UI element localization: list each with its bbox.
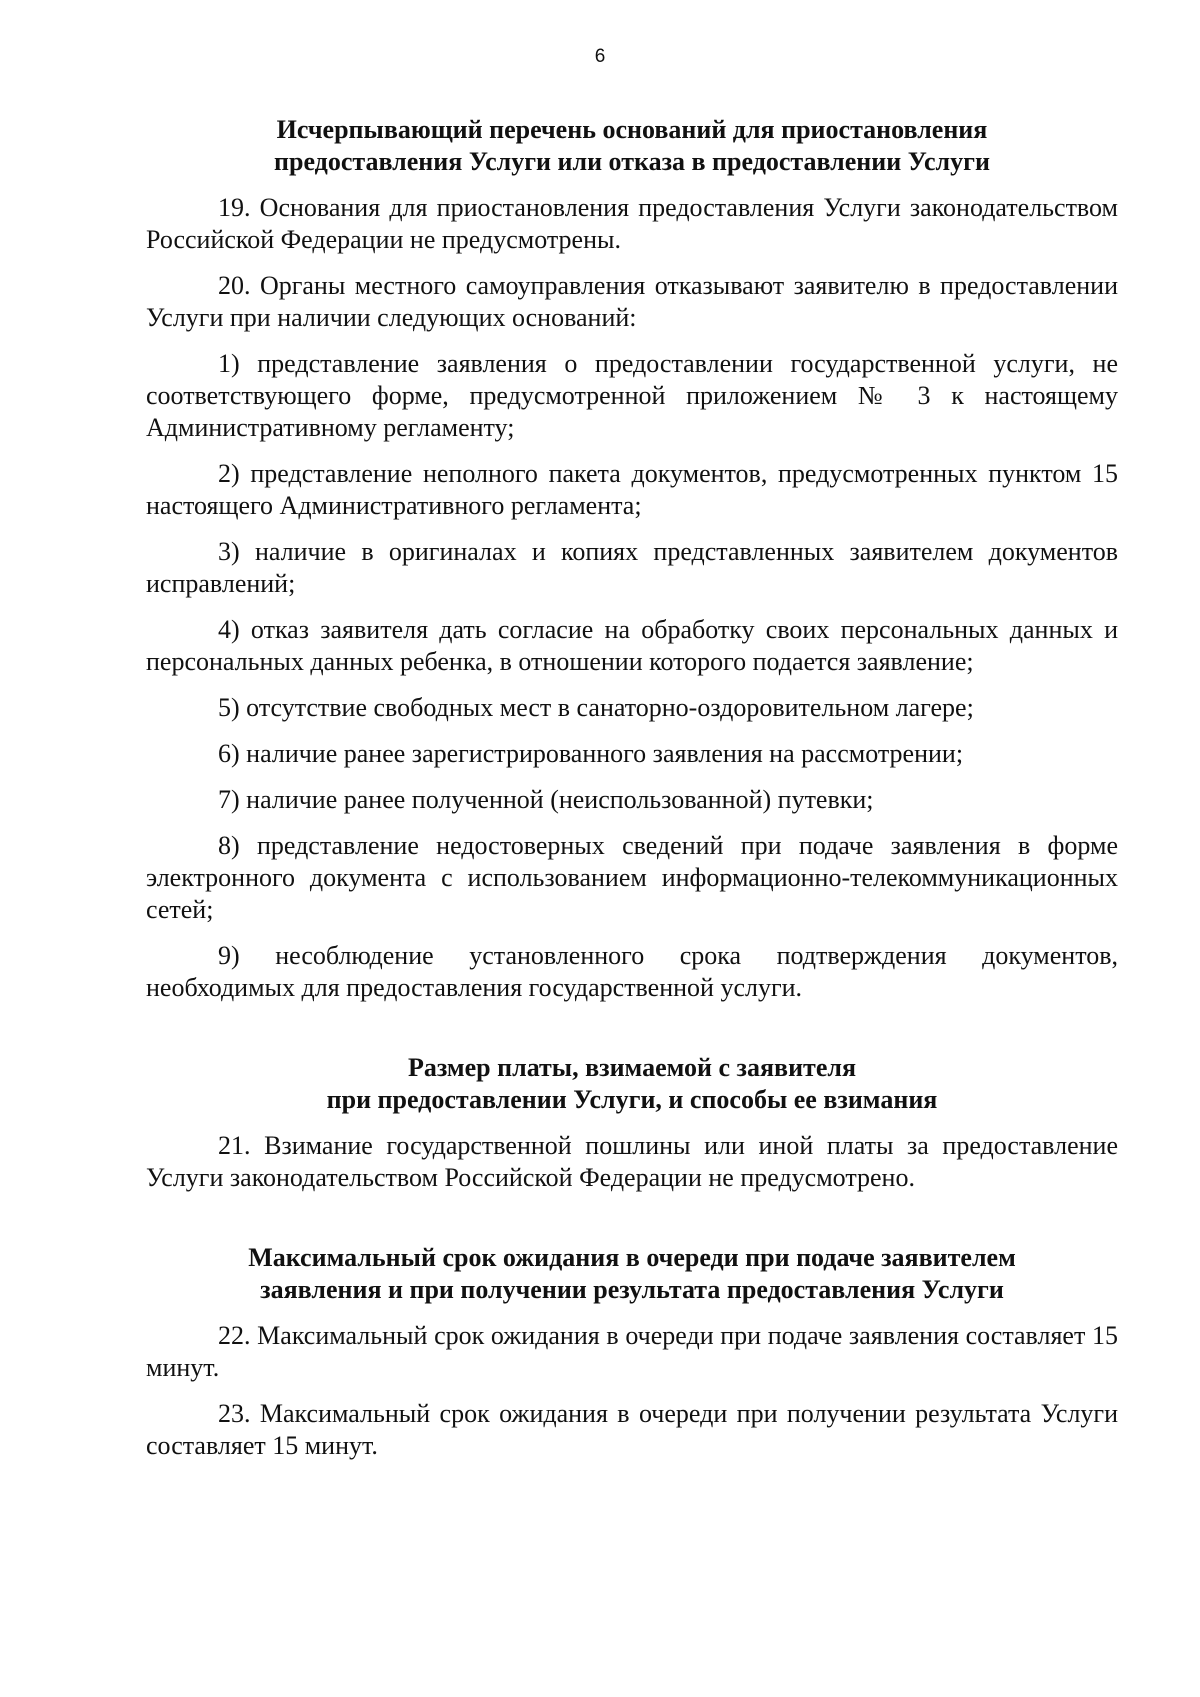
list-item-5: 5) отсутствие свободных мест в санаторно-оздоровительном лагере; [218,693,974,722]
list-item-3: 3) наличие в оригиналах и копиях представленных заявителем документов исправлений; [146,537,1118,598]
heading-line: предоставления Услуги или отказа в предоставлении Услуги [274,147,990,176]
heading-line: при предоставлении Услуги, и способы ее взимания [326,1085,938,1114]
heading-line: заявления и при получении результата предоставления Услуги [260,1275,1004,1304]
paragraph-19: 19. Основания для приостановления предоставления Услуги законодательством Российской Федерации не предусмотрены. [146,193,1118,254]
paragraph-22: 22. Максимальный срок ожидания в очереди при подаче заявления составляет 15 минут. [146,1321,1118,1382]
list-item-8: 8) представление недостоверных сведений при подаче заявления в форме электронного документа с использованием информационно-телекоммуникационных сетей; [146,831,1118,924]
list-item-2: 2) представление неполного пакета документов, предусмотренных пунктом 15 настоящего Административного регламента; [146,459,1118,520]
document-body [146,114,1118,1462]
paragraph-21: 21. Взимание государственной пошлины или иной платы за предоставление Услуги законодательством Российской Федерации не предусмотрено. [146,1131,1118,1192]
paragraph-23: 23. Максимальный срок ожидания в очереди при получении результата Услуги составляет 15 минут. [146,1399,1118,1460]
list-item-6: 6) наличие ранее зарегистрированного заявления на рассмотрении; [218,739,964,768]
heading-line: Максимальный срок ожидания в очереди при подаче заявителем [248,1243,1016,1272]
heading-line: Размер платы, взимаемой с заявителя [407,1053,857,1082]
section-heading-suspension-grounds [146,114,1118,178]
list-item-9: 9) несоблюдение установленного срока подтверждения документов, необходимых для предоставления государственной услуги. [146,941,1118,1002]
list-item-1: 1) представление заявления о предоставлении государственной услуги, не соответствующего форме, предусмотренной приложением № 3 к настоящему Административному регламенту; [146,349,1118,442]
section-heading-fee [146,1052,1118,1116]
list-item-4: 4) отказ заявителя дать согласие на обработку своих персональных данных и персональных данных ребенка, в отношении которого подается заявление; [146,615,1118,676]
heading-line: Исчерпывающий перечень оснований для приостановления [276,115,988,144]
list-item-7: 7) наличие ранее полученной (неиспользованной) путевки; [218,785,874,814]
section-heading-queue-time [146,1242,1118,1306]
paragraph-20: 20. Органы местного самоуправления отказывают заявителю в предоставлении Услуги при наличии следующих оснований: [146,271,1118,332]
page-number: 6 [594,46,606,67]
